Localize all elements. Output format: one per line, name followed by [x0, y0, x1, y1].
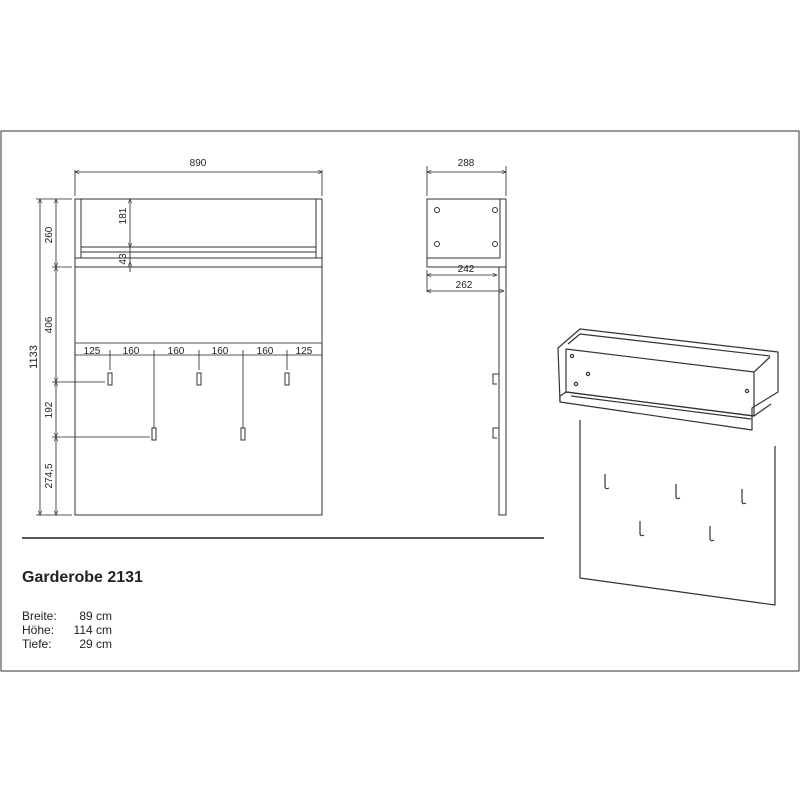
- hook-spacing-label: 160: [211, 346, 229, 357]
- hook-spacing-label: 160: [256, 346, 274, 357]
- side-dimension-labels: [456, 158, 475, 291]
- hook-spacing-label: 125: [83, 346, 101, 357]
- spec-depth: [22, 637, 112, 651]
- spec-height: [22, 623, 112, 637]
- side-view: [427, 199, 506, 515]
- height-192-label: 192: [44, 401, 55, 419]
- spec-value: 89 cm: [79, 609, 112, 623]
- height-274-5-label: 274,5: [44, 463, 55, 489]
- spec-value: 29 cm: [79, 637, 112, 651]
- product-specs: [22, 609, 112, 651]
- hook-spacing-label: 160: [122, 346, 140, 357]
- product-title: Garderobe 2131: [22, 569, 143, 586]
- hook-spacing-label: 160: [167, 346, 185, 357]
- side-back-panel: [499, 267, 506, 515]
- spec-width: [22, 609, 112, 623]
- height-260-label: 260: [44, 226, 55, 244]
- hook-spacing-label: 125: [295, 346, 313, 357]
- hook-icon: [152, 428, 156, 440]
- hook-icon: [241, 428, 245, 440]
- depth-242-label: 242: [457, 264, 475, 275]
- front-view: [75, 199, 322, 515]
- hook-icon: [710, 526, 714, 541]
- spec-label: Höhe:: [22, 623, 55, 637]
- width-890-label: 890: [189, 158, 207, 169]
- hook-icon: [197, 373, 201, 385]
- perspective-back-panel: [580, 420, 775, 605]
- hook-icon: [742, 489, 746, 504]
- shelf-inner-181-label: 181: [118, 207, 129, 225]
- shelf-bottom-43-label: 43: [118, 253, 129, 265]
- spec-label: Breite:: [22, 609, 57, 623]
- hook-icon: [676, 484, 680, 499]
- spec-label: Tiefe:: [22, 637, 52, 651]
- hook-icon: [640, 521, 644, 536]
- front-back-panel: [75, 267, 322, 515]
- hook-icon: [493, 374, 499, 384]
- hook-icon: [493, 428, 499, 438]
- hook-icon: [108, 373, 112, 385]
- depth-288-label: 288: [457, 158, 475, 169]
- hook-icon: [605, 474, 609, 489]
- spec-value: 114 cm: [73, 623, 112, 637]
- perspective-view: [558, 329, 778, 605]
- front-shelf-outline: [75, 199, 322, 267]
- depth-262-label: 262: [455, 280, 473, 291]
- height-406-label: 406: [44, 316, 55, 334]
- front-dimension-labels: [28, 158, 313, 489]
- hook-icon: [285, 373, 289, 385]
- height-1133-label: 1133: [28, 345, 40, 369]
